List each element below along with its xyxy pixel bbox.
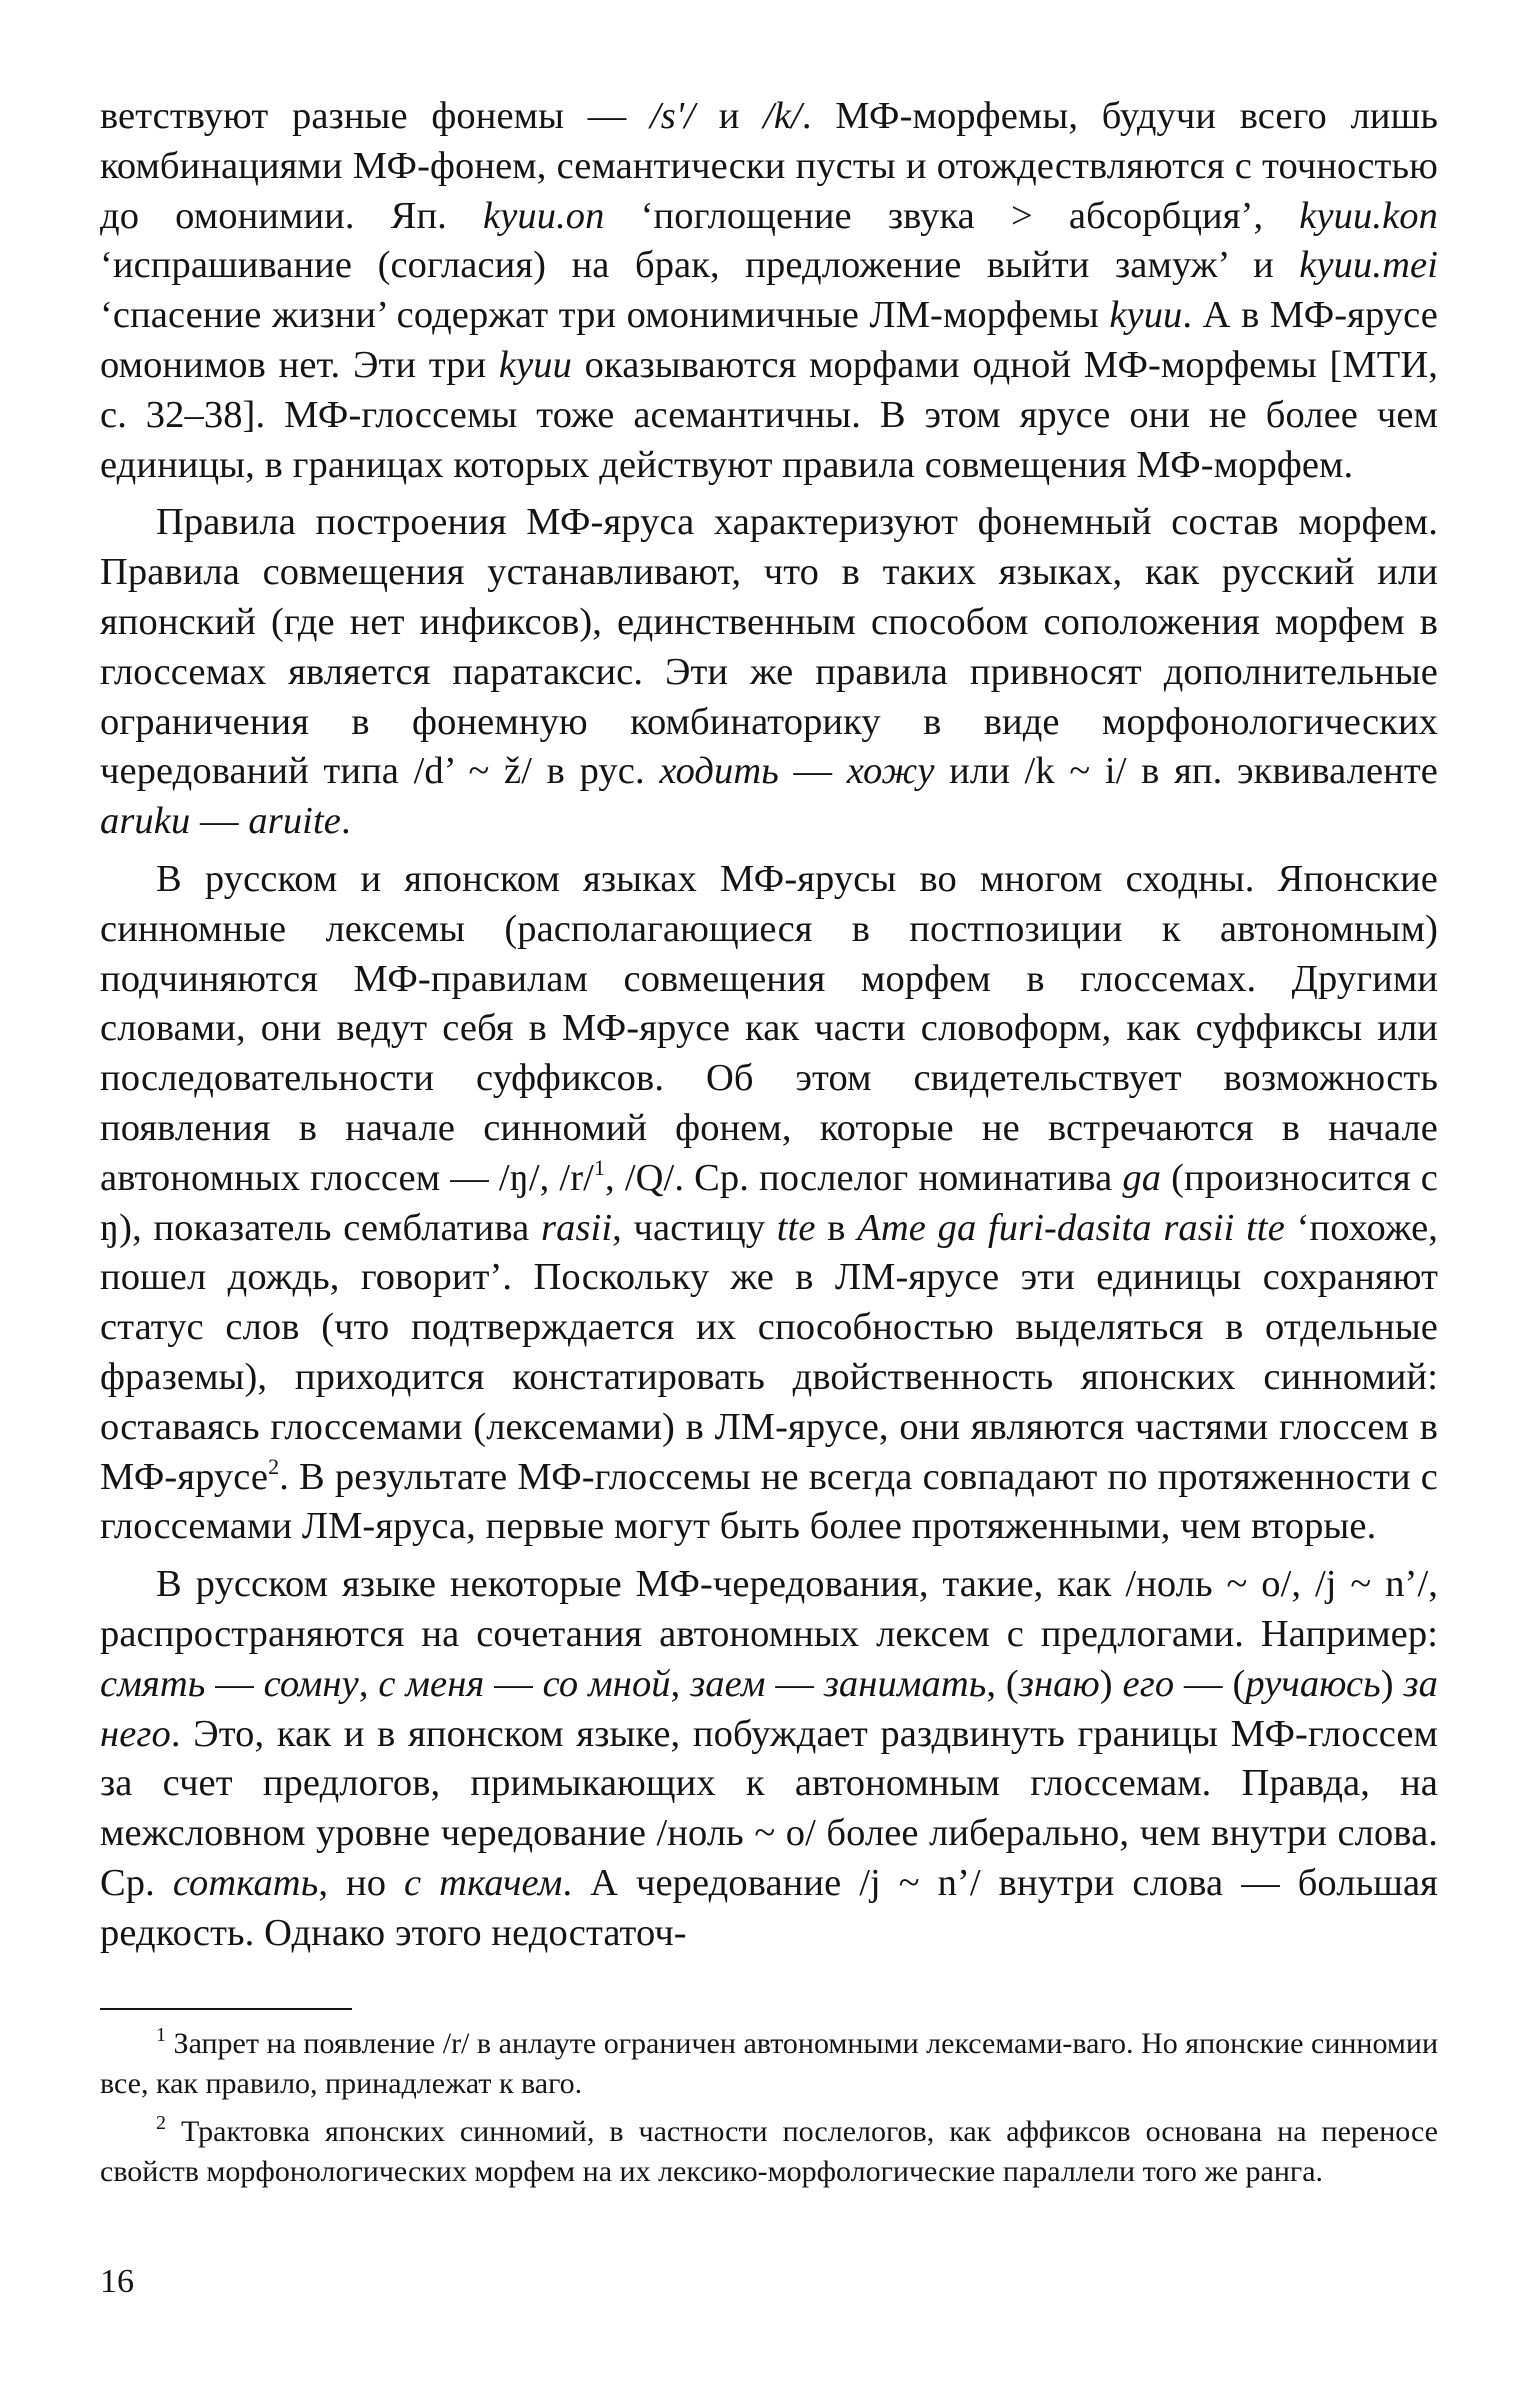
italic-term: хожу [846,750,935,793]
text-run: . А в МФ-ярусе омонимов нет. Эти три [100,294,1438,386]
text-run: В русском и японском языках МФ-ярусы во многом сходны. Японские синномные лексемы (располагающиеся в постпозиции к автономным) подчиняются МФ-правилам совмещения морфем в глоссемах. Другими словами, они ведут себя в МФ-ярусе как части словоформ, как суффиксы или последовательности суффиксов. Об этом свидетельствует возможность появления в начале синномий фонем, которые не встречаются в начале автономных глоссем — /ŋ/, /r/ [100,857,1438,1199]
italic-term: Ame ga furi-dasita rasii tte [857,1206,1285,1249]
italic-term: /s'/ [650,95,696,137]
italic-term: kyuu [498,343,572,386]
footnote-marker: 2 [156,2112,166,2134]
text-run: или /k ~ i/ в яп. эквиваленте [934,750,1438,793]
text-run: . МФ-морфемы, будучи всего лишь комбинациями МФ-фонем, семантически пусты и отождествляются с точностью до омонимии. Яп. [100,95,1438,237]
footnote-text: Трактовка японских синномий, в частности послелогов, как аффиксов основана на переносе свойств морфонологических морфем на их лексико-морфологические параллели того же ранга. [100,2115,1438,2188]
footnote-reference: 1 [593,1154,606,1180]
italic-term: ga [1122,1156,1162,1199]
text-run: , ( [986,1662,1019,1705]
text-run: — [190,800,249,843]
paragraph [100,92,1438,490]
text-run: ) [1099,1662,1123,1705]
text-run: — [765,1662,824,1705]
italic-term: сомну [263,1662,359,1705]
text-run: (произносится с ŋ), показатель семблатива [100,1156,1438,1249]
text-run: — [484,1662,543,1705]
italic-term: kyuu.kon [1299,194,1438,237]
italic-term: kyuu.mei [1299,244,1438,287]
paragraph [100,498,1438,847]
text-run: , [670,1662,691,1705]
footnote-divider [100,2008,352,2010]
italic-term: rasii [541,1206,613,1249]
text-run: ‘спасение жизни’ содержат три омонимичные ЛМ-морфемы [100,294,1110,337]
italic-term: его [1122,1662,1175,1705]
text-run: . Это, как и в японском языке, побуждает раздвинуть границы МФ-глоссем за счет предлогов, примыкающих к автономным глоссемам. Правда, на межсловном уровне чередование /ноль ~ о/ более либерально, чем внутри слова. Ср. [100,1712,1438,1904]
text-run: и [695,95,764,137]
text-run: . В результате МФ-глоссемы не всегда совпадают по протяженности с глоссемами ЛМ-яруса, первые могут быть более протяженными, чем вторые. [100,1455,1438,1548]
italic-term: с ткачем [404,1861,563,1904]
text-run: — ( [1174,1662,1246,1705]
text-run: ‘похоже, пошел дождь, говорит’. Поскольку же в ЛМ-ярусе эти единицы сохраняют статус слов (что подтверждается их способностью выделяться в отдельные фраземы), приходится констатировать двойственность японских синномий: оставаясь глоссемами (лексемами) в ЛМ-ярусе, они являются частями глоссем в МФ-ярусе [100,1206,1439,1498]
footnote-1 [100,2024,1438,2104]
page-number: 16 [100,2263,134,2300]
italic-term: с меня [378,1662,485,1705]
paragraph [100,1560,1438,1958]
footnote-reference: 2 [268,1453,280,1479]
italic-term: смять [100,1662,206,1705]
italic-term: за него [100,1662,1438,1755]
italic-term: со мной [542,1662,671,1705]
text-run: оказываются морфами одной МФ-морфемы [МТИ, с. 32–38]. МФ-глоссемы тоже асемантичны. В этом ярусе они не более чем единицы, в границах которых действуют правила совмещения МФ-морфем. [100,343,1438,486]
italic-term: заем [690,1662,766,1705]
italic-term: ходить [659,750,779,793]
footnote-2 [100,2112,1438,2192]
text-run: Правила построения МФ-яруса характеризуют фонемный состав морфем. Правила совмещения устанавливают, что в таких языках, как русский или японский (где нет инфиксов), единственным способом соположения морфем в глоссемах является паратаксис. Эти же правила привносят дополнительные ограничения в фонемную комбинаторику в виде морфонологических чередований типа /d’ ~ ž/ в рус. [100,501,1438,793]
italic-term: знаю [1018,1662,1100,1705]
footnote-marker: 1 [156,2024,166,2046]
paragraph [100,855,1438,1552]
italic-term: kyuu.on [483,194,605,237]
text-run: . А чередование /j ~ n’/ внутри слова — большая редкость. Однако этого недостаточ- [100,1861,1438,1954]
text-run: В русском языке некоторые МФ-чередования, такие, как /ноль ~ о/, /j ~ n’/, распространяются на сочетания автономных лексем с предлогами. Например: [100,1563,1438,1655]
italic-term: соткать [172,1861,319,1904]
italic-term: ручаюсь [1245,1662,1381,1705]
text-run: ‘поглощение звука > абсорбция’, [604,194,1300,237]
italic-term: aruite [248,800,341,843]
footnotes [100,2024,1438,2192]
main-text [100,92,1438,1958]
text-run: в [815,1206,858,1249]
italic-term: /k/ [763,95,802,137]
text-run: , но [318,1861,405,1904]
text-run: , /Q/. Ср. послелог номинатива [605,1156,1123,1199]
italic-term: aruku [100,800,191,843]
text-run: ‘испрашивание (согласия) на брак, предложение выйти замуж’ и [100,244,1300,287]
text-run: ветствуют разные фонемы — [100,95,651,137]
italic-term: kyuu [1109,294,1183,337]
text-run: — [205,1662,264,1705]
text-run: , частицу [612,1206,777,1249]
footnote-text: Запрет на появление /r/ в анлауте ограничен автономными лексемами-ваго. Но японские синномии все, как правило, принадлежат к ваго. [100,2027,1439,2100]
text-run: ) [1380,1662,1404,1705]
text-run: , [358,1662,379,1705]
text-run: . [340,800,351,843]
italic-term: занимать [823,1662,987,1705]
text-run: — [778,750,847,793]
italic-term: tte [776,1206,816,1249]
